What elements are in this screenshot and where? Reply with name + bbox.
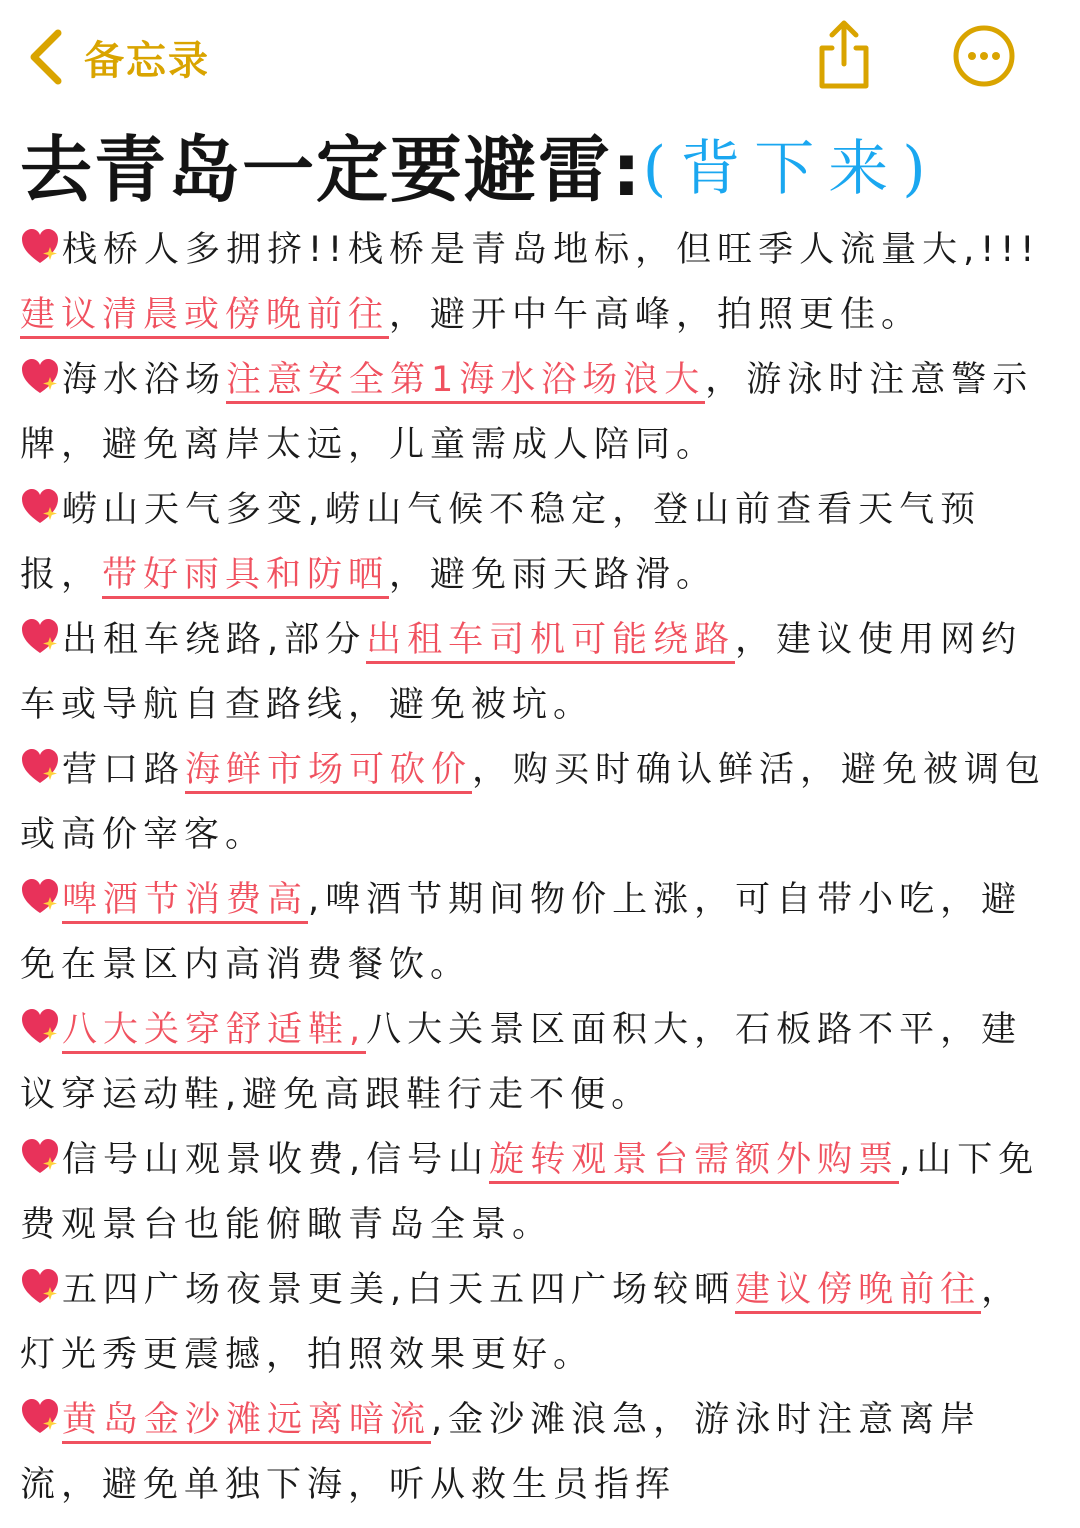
item-text: ，避免雨天路滑。	[389, 555, 718, 595]
item-text: 栈桥人多拥挤!!栈桥是青岛地标，但旺季人流量大,!!!	[62, 230, 1041, 270]
sparkling-heart-icon	[20, 877, 60, 917]
highlighted-text: 注意安全第1海水浴场浪大	[226, 360, 705, 404]
share-button[interactable]	[812, 18, 876, 92]
sparkling-heart-icon	[20, 227, 60, 267]
back-label: 备忘录	[84, 37, 210, 84]
share-icon	[812, 18, 876, 92]
item-text: 海水浴场	[62, 360, 227, 400]
sparkling-heart-icon	[20, 617, 60, 657]
highlighted-text: 啤酒节消费高	[62, 880, 308, 924]
list-item	[20, 998, 1050, 1128]
sparkling-heart-icon	[20, 487, 60, 527]
item-text: ，避开中午高峰，拍照更佳。	[389, 295, 923, 335]
highlighted-text: 建议傍晚前往	[735, 1270, 981, 1314]
item-text: ，建议使用网约车或导航自查路线，避免被坑。	[20, 620, 1023, 725]
highlighted-text: 建议清晨或傍晚前往	[20, 295, 389, 339]
item-text: ，灯光秀更震撼，拍照效果更好。	[20, 1270, 1023, 1375]
sparkling-heart-icon	[20, 357, 60, 397]
list-item	[20, 478, 1050, 608]
item-text: ,啤酒节期间物价上涨，可自带小吃，避免在景区内高消费餐饮。	[20, 880, 1023, 985]
sparkling-heart-icon	[20, 1007, 60, 1047]
item-text: 五四广场夜景更美,白天五四广场较晒	[62, 1270, 736, 1310]
list-item	[20, 218, 1050, 348]
item-text: ,金沙滩浪急，游泳时注意离岸流，避免单独下海，听从救生员指挥	[20, 1400, 982, 1505]
item-text: 八大关景区面积大，石板路不平，建议穿运动鞋,避免高跟鞋行走不便。	[20, 1010, 1023, 1115]
list-item	[20, 348, 1050, 478]
list-item	[20, 608, 1050, 738]
title-main: 去青岛一定要避雷:	[20, 128, 643, 212]
back-button[interactable]	[28, 22, 210, 92]
title-subtitle: (背下来)	[642, 134, 940, 204]
more-icon	[952, 24, 1016, 88]
navigation-bar	[0, 0, 1080, 110]
list-item	[20, 1128, 1050, 1258]
highlighted-text: 黄岛金沙滩远离暗流	[62, 1400, 431, 1444]
highlighted-text: 海鲜市场可砍价	[185, 750, 472, 794]
sparkling-heart-icon	[20, 1267, 60, 1307]
highlighted-text: 八大关穿舒适鞋,	[62, 1010, 366, 1054]
item-text: 出租车绕路,部分	[62, 620, 367, 660]
item-text: 崂山天气多变,崂山气候不稳定，登山前查看天气预报，	[20, 490, 982, 595]
item-text: ，购买时确认鲜活，避免被调包或高价宰客。	[20, 750, 1047, 855]
highlighted-text: 带好雨具和防晒	[102, 555, 389, 599]
sparkling-heart-icon	[20, 1397, 60, 1437]
item-text: ,山下免费观景台也能俯瞰青岛全景。	[20, 1140, 1040, 1245]
list-item	[20, 738, 1050, 868]
item-text: ，游泳时注意警示牌，避免离岸太远，儿童需成人陪同。	[20, 360, 1034, 465]
chevron-left-icon	[28, 29, 62, 85]
item-text: 营口路	[62, 750, 186, 790]
list-item	[20, 1258, 1050, 1388]
sparkling-heart-icon	[20, 747, 60, 787]
more-options-button[interactable]	[952, 24, 1016, 88]
item-text: 信号山观景收费,信号山	[62, 1140, 490, 1180]
list-item	[20, 1388, 1050, 1518]
note-body[interactable]	[20, 218, 1050, 1518]
note-title	[20, 112, 940, 212]
highlighted-text: 出租车司机可能绕路	[366, 620, 735, 664]
sparkling-heart-icon	[20, 1137, 60, 1177]
list-item	[20, 868, 1050, 998]
highlighted-text: 旋转观景台需额外购票	[489, 1140, 899, 1184]
